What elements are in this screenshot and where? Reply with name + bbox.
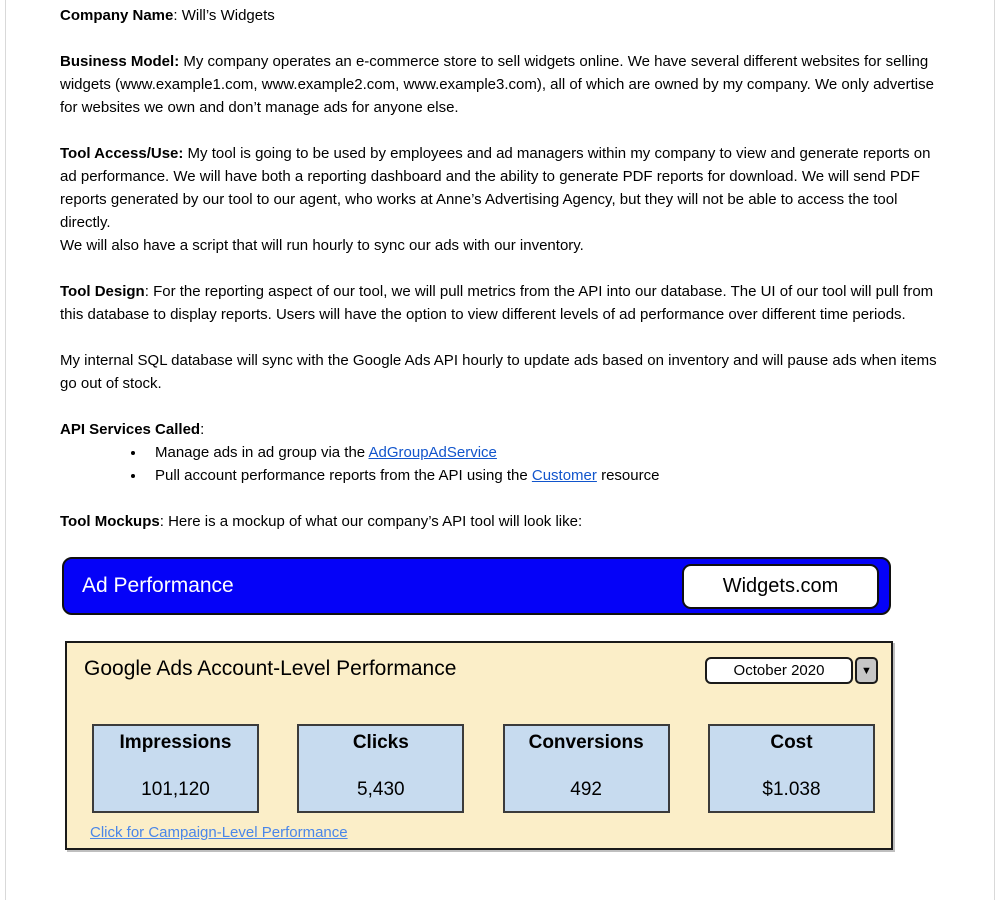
tool-design-text: : For the reporting aspect of our tool, we will pull metrics from the API into our database. The UI of our tool will pull from this database to display reports. Users will have the option to view different levels of ad performance over different time periods. (60, 283, 934, 323)
metric-value: 101,120 (141, 779, 210, 800)
customer-resource-link[interactable]: Customer (531, 467, 597, 484)
bullet-1-text: Manage ads in ad group via the (155, 444, 369, 461)
metric-card-cost (708, 724, 875, 813)
account-performance-panel (65, 641, 893, 850)
page-left-edge (5, 0, 6, 900)
page-right-edge (994, 0, 995, 900)
mockup-banner (62, 557, 891, 615)
metric-label: Impressions (119, 732, 232, 753)
widgets-site-button[interactable]: Widgets.com (682, 564, 879, 609)
metric-label: Conversions (528, 732, 644, 753)
tool-access-main (60, 142, 940, 234)
dropdown-arrow-button[interactable] (855, 657, 878, 684)
date-range-value[interactable]: October 2020 (705, 657, 853, 684)
list-item (146, 441, 940, 464)
banner-title: Ad Performance (82, 574, 234, 597)
company-name-label: Company Name (60, 7, 174, 24)
tool-access-text: My tool is going to be used by employees and ad managers within my company to view and generate reports on ad performance. We will have both a reporting dashboard and the ability to generate PDF reports for download. We will send PDF reports generated by our tool to our agent, who works at Anne’s Advertising Agency, but they will not be able to access the tool directly. (60, 145, 931, 231)
list-item (146, 464, 940, 487)
api-services-label: API Services Called (60, 421, 201, 438)
panel-title: Google Ads Account-Level Performance (84, 657, 457, 680)
company-name-value: Will’s Widgets (181, 7, 275, 24)
tool-mockups-text: : Here is a mockup of what our company’s API tool will look like: (159, 513, 583, 530)
api-services-heading (60, 418, 940, 441)
adgroupadservice-link[interactable]: AdGroupAdService (368, 444, 497, 461)
tool-design-label: Tool Design (60, 283, 145, 300)
tool-mockups-label: Tool Mockups (60, 513, 160, 530)
campaign-level-performance-link[interactable]: Click for Campaign-Level Performance (90, 824, 348, 841)
bullet-2-text: Pull account performance reports from the API using the (155, 467, 532, 484)
tool-access-script-note: We will also have a script that will run hourly to sync our ads with our inventory. (60, 237, 584, 254)
tool-access-paragraph (60, 142, 940, 257)
metric-card-conversions (503, 724, 670, 813)
metric-label: Clicks (352, 732, 409, 753)
company-name-separator: : (173, 7, 182, 24)
api-services-separator: : (200, 421, 205, 438)
business-model-label: Business Model: (60, 53, 180, 70)
metric-value: 492 (570, 779, 602, 800)
company-name-line (60, 4, 940, 27)
tool-design-paragraph (60, 280, 940, 326)
metrics-row (92, 724, 875, 813)
document-body (60, 4, 940, 850)
api-services-list (60, 441, 940, 487)
sql-note-paragraph: My internal SQL database will sync with the Google Ads API hourly to update ads based on inventory and will pause ads when items go out of stock. (60, 352, 937, 392)
business-model-text: My company operates an e-commerce store to sell widgets online. We have several different websites for selling widgets (www.example1.com, www.example2.com, www.example3.com), all of which are owned by my company. We only advertise for websites we own and don’t manage ads for anyone else. (60, 53, 934, 116)
tool-access-label: Tool Access/Use: (60, 145, 184, 162)
metric-card-clicks (297, 724, 464, 813)
bullet-2-post: resource (596, 467, 660, 484)
business-model-paragraph (60, 50, 940, 119)
panel-header (67, 643, 891, 684)
chevron-down-icon: ▼ (861, 664, 872, 677)
metric-value: 5,430 (357, 779, 405, 800)
date-range-dropdown[interactable] (705, 657, 878, 684)
metric-label: Cost (770, 732, 813, 753)
metric-value: $1.038 (762, 779, 821, 800)
metric-card-impressions (92, 724, 259, 813)
tool-mockups-paragraph (60, 510, 940, 533)
